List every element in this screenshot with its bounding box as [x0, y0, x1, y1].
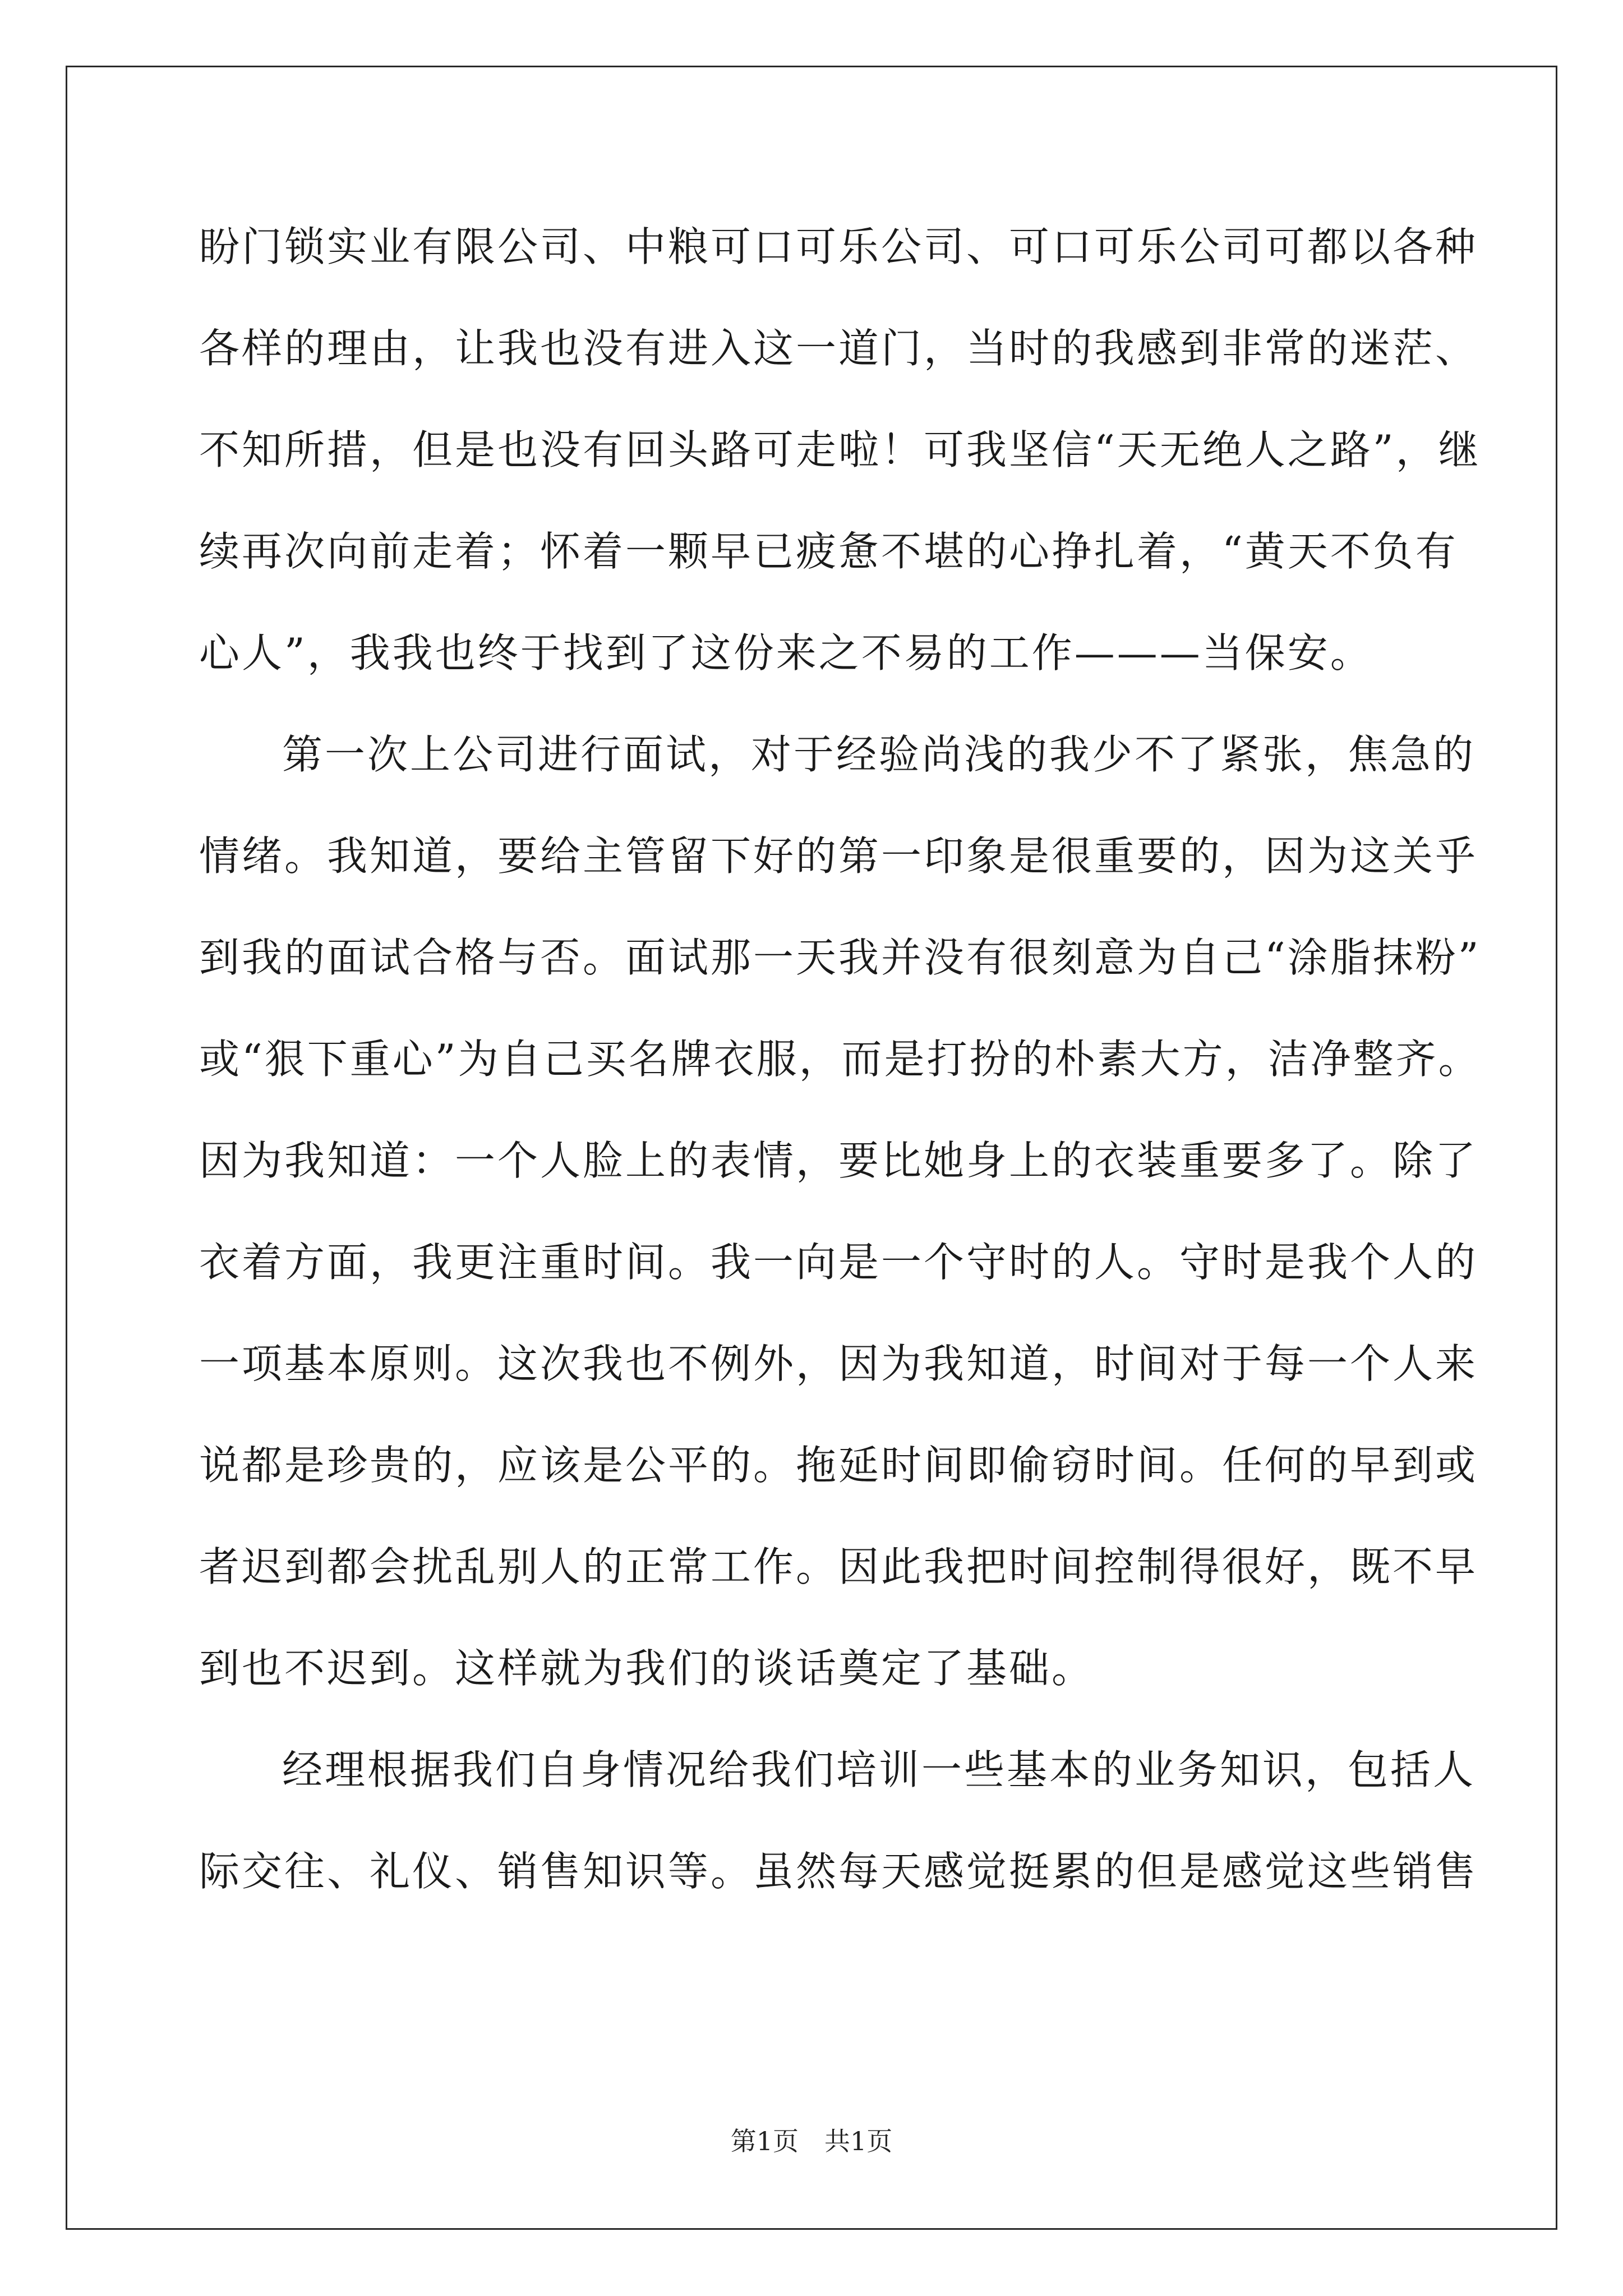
text-line: 第一次上公司进行面试，对于经验尚浅的我少不了紧张，焦急的	[282, 731, 1476, 778]
text-line: 心人”，我我也终于找到了这份来之不易的工作———当保安。	[199, 629, 1373, 677]
text-line: 者迟到都会扰乱别人的正常工作。因此我把时间控制得很好，既不早	[199, 1543, 1478, 1590]
page-footer	[0, 2124, 1623, 2158]
text-line: 经理根据我们自身情况给我们培训一些基本的业务知识，包括人	[282, 1746, 1476, 1793]
text-line: 情绪。我知道，要给主管留下好的第一印象是很重要的，因为这关乎	[199, 832, 1478, 880]
text-line: 因为我知道：一个人脸上的表情，要比她身上的衣装重要多了。除了	[199, 1137, 1478, 1184]
text-line: 或“狠下重心”为自己买名牌衣服，而是打扮的朴素大方，洁净整齐。	[199, 1036, 1481, 1083]
text-line: 各样的理由，让我也没有进入这一道门，当时的我感到非常的迷茫、	[199, 325, 1478, 372]
text-line: 说都是珍贵的，应该是公平的。拖延时间即偷窃时间。任何的早到或	[199, 1442, 1478, 1489]
text-line: 到也不迟到。这样就为我们的谈话奠定了基础。	[199, 1645, 1095, 1692]
document-body	[199, 216, 1481, 1942]
text-line: 际交往、礼仪、销售知识等。虽然每天感觉挺累的但是感觉这些销售	[199, 1848, 1478, 1895]
text-line: 盼门锁实业有限公司、中粮可口可乐公司、可口可乐公司可都以各种	[199, 223, 1478, 270]
page-number: 第1页	[730, 2126, 799, 2156]
text-line: 不知所措，但是也没有回头路可走啦！可我坚信“天无绝人之路”，继	[199, 426, 1481, 473]
text-line: 衣着方面，我更注重时间。我一向是一个守时的人。守时是我个人的	[199, 1239, 1478, 1286]
text-line: 续再次向前走着；怀着一颗早已疲惫不堪的心挣扎着，“黄天不负有	[199, 528, 1458, 575]
text-line: 到我的面试合格与否。面试那一天我并没有很刻意为自己“涂脂抹粉”	[199, 934, 1481, 981]
text-line: 一项基本原则。这次我也不例外，因为我知道，时间对于每一个人来	[199, 1340, 1478, 1387]
page-total: 共1页	[824, 2126, 893, 2156]
